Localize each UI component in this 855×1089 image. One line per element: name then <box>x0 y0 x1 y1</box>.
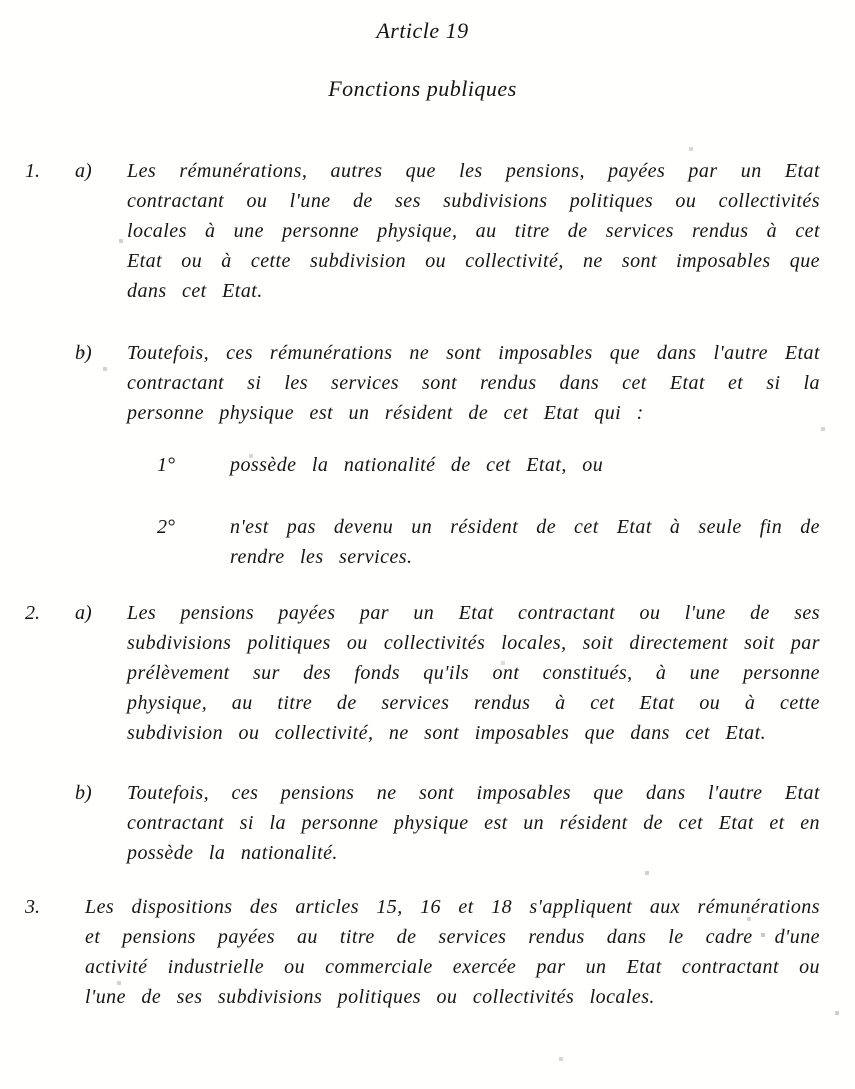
clause-number: 1. <box>25 160 40 182</box>
subitem-marker: 2° <box>157 516 175 538</box>
item-marker: b) <box>75 782 92 804</box>
subitem-marker: 1° <box>157 454 175 476</box>
clause-1-item-a <box>25 156 820 306</box>
clause-2-item-b <box>25 778 820 868</box>
item-marker: a) <box>75 160 92 182</box>
clause-number: 3. <box>25 896 40 918</box>
clause-number: 2. <box>25 602 40 624</box>
clause-number-spacer <box>25 338 75 428</box>
clause-text: Les dispositions des articles 15, 16 et 18 s'appliquent aux rémunérations et pensions payées au titre de services rendus dans le cadre d'une activité industrielle ou commerciale exercée par un Etat contractant ou l'une de ses subdivisions politiques ou collectivités locales. <box>85 896 820 1008</box>
clause-number-spacer <box>25 778 75 868</box>
item-marker: b) <box>75 342 92 364</box>
article-title: Article 19 <box>376 18 469 43</box>
clause-3 <box>25 892 820 1012</box>
clause-1-item-b-subitem-1 <box>157 450 820 480</box>
subitem-text: n'est pas devenu un résident de cet Etat à seule fin de rendre les services. <box>230 516 820 568</box>
item-text: Les pensions payées par un Etat contractant ou l'une de ses subdivisions politiques ou collectivités locales, soit directement soit par prélèvement sur des fonds qu'ils ont constitués, à une personne physique, au titre de services rendus à cet Etat ou à cette subdivision ou collectivité, ne sont imposables que dans cet Etat. <box>127 602 820 744</box>
item-text: Toutefois, ces pensions ne sont imposables que dans l'autre Etat contractant si la personne physique est un résident de cet Etat et en possède la nationalité. <box>127 782 820 864</box>
subitem-text: possède la nationalité de cet Etat, ou <box>230 454 604 476</box>
clause-2-item-a <box>25 598 820 748</box>
item-text: Toutefois, ces rémunérations ne sont imposables que dans l'autre Etat contractant si les services sont rendus dans cet Etat et si la personne physique est un résident de cet Etat qui : <box>127 342 820 424</box>
item-marker: a) <box>75 602 92 624</box>
article-subtitle: Fonctions publiques <box>328 76 517 101</box>
item-text: Les rémunérations, autres que les pensions, payées par un Etat contractant ou l'une de ses subdivisions politiques ou collectivités locales à une personne physique, au titre de services rendus à cet Etat ou à cette subdivision ou collectivité, ne sont imposables que dans cet Etat. <box>127 160 820 302</box>
clause-1-item-b <box>25 338 820 428</box>
scan-noise <box>0 0 2 2</box>
clause-1-item-b-subitem-2 <box>157 512 820 572</box>
